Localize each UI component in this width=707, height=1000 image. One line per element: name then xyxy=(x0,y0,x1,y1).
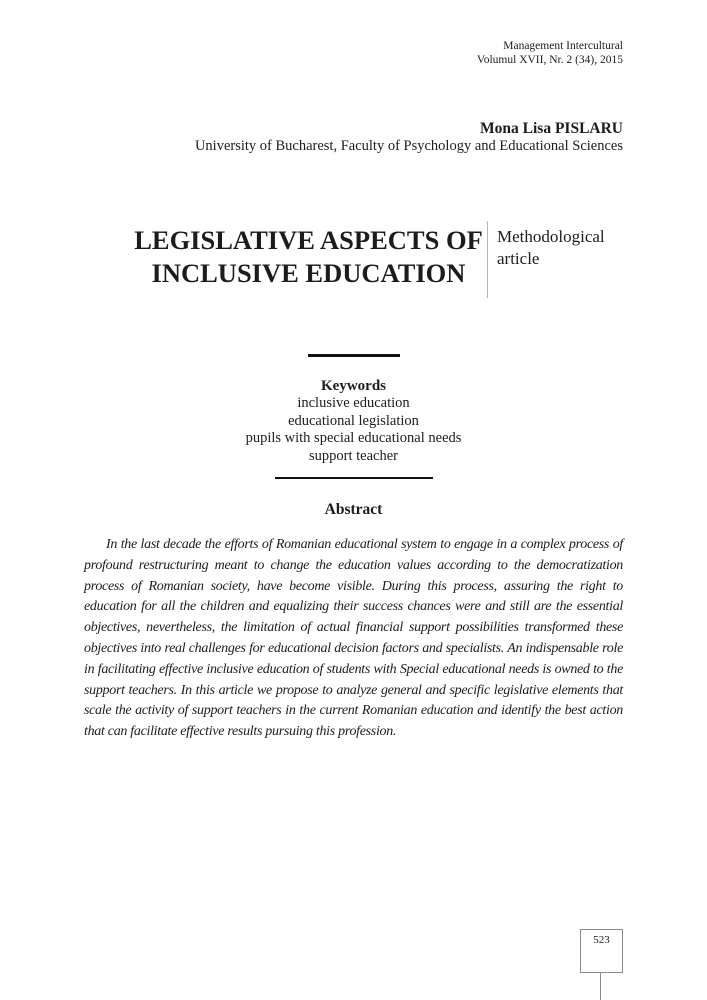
page-number: 523 xyxy=(593,934,610,946)
page-number-stem xyxy=(600,973,601,1000)
title-block xyxy=(84,221,623,298)
article-title-line-1: LEGISLATIVE ASPECTS OF xyxy=(134,225,483,255)
keywords-bottom-divider xyxy=(275,477,433,479)
article-type-label: Methodological article xyxy=(497,227,605,268)
keywords-section xyxy=(0,354,707,479)
journal-volume: Volumul XVII, Nr. 2 (34), 2015 xyxy=(476,53,623,66)
author-affiliation: University of Bucharest, Faculty of Psychology and Educational Sciences xyxy=(194,138,623,154)
abstract-heading: Abstract xyxy=(324,501,383,518)
journal-name: Management Intercultural xyxy=(503,40,623,52)
article-title-line-2: INCLUSIVE EDUCATION xyxy=(151,258,466,288)
author-name: Mona Lisa PISLARU xyxy=(480,120,623,137)
keywords-heading: Keywords xyxy=(321,378,386,394)
journal-header xyxy=(0,0,707,67)
keyword-item: inclusive education xyxy=(297,395,410,411)
keyword-item: educational legislation xyxy=(288,412,419,429)
page-number-box xyxy=(580,929,623,973)
article-title xyxy=(84,221,488,298)
keywords-top-divider xyxy=(308,354,400,357)
keyword-item: pupils with special educational needs xyxy=(245,430,462,446)
author-block xyxy=(0,119,707,155)
keyword-item: support teacher xyxy=(309,447,398,464)
abstract-text: In the last decade the efforts of Romanian educational system to engage in a complex process of profound restructuring meant to change the education values according to the democratization process of Romanian society, have become visible. During this process, assuring the right to education for all the children and equalizing their success chances were and still are the essential objectives, nevertheless, the limitation of actual financial support possibilities transformed these objectives into real challenges for educational decision factors and specialists. An indispensable role in facilitating effective inclusive education of students with Special educational needs is owned to the support teachers. In this article we propose to analyze general and specific legislative elements that scale the activity of support teachers in the current Romanian education and identify the best action that can facilitate effective results pursuing this profession. xyxy=(84,537,623,740)
